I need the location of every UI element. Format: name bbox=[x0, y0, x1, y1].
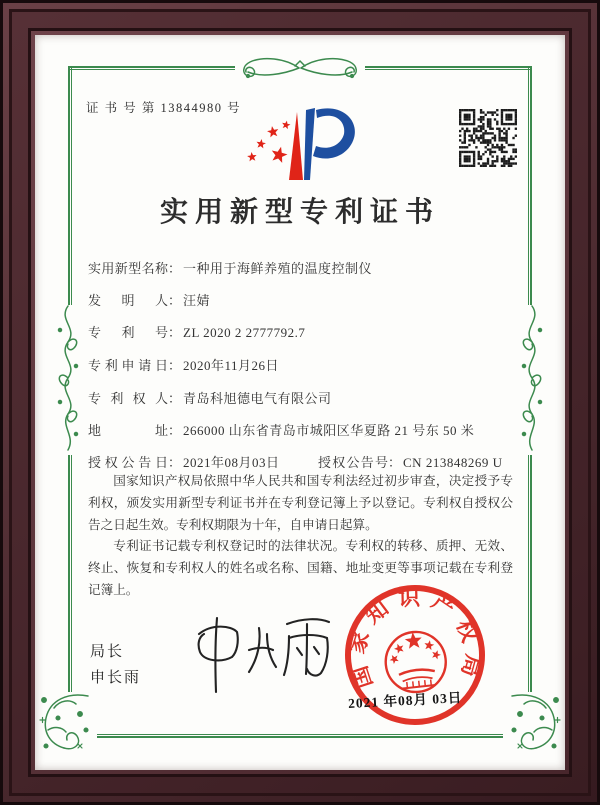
field-row-patentee: 专利权人： 青岛科旭德电气有限公司 bbox=[88, 388, 518, 407]
field-label: 授权公告号 bbox=[318, 455, 388, 470]
legal-paragraph-1: 国家知识产权局依照中华人民共和国专利法经过初步审查，决定授予专利权，颁发实用新型专利证书并在专利登记簿上予以登记。专利权自授权公告之日起生效。专利权期限为十年，自申请日起算。 bbox=[88, 474, 513, 532]
seal-national-emblem bbox=[383, 629, 449, 695]
field-value: 汪婧 bbox=[183, 293, 211, 308]
logo-star bbox=[267, 126, 278, 137]
logo-star bbox=[272, 147, 288, 163]
field-label: 专利申请日 bbox=[88, 358, 168, 373]
field-value: 一种用于海鲜养殖的温度控制仪 bbox=[183, 261, 373, 276]
field-row-patent-no: 专利号： ZL 2020 2 2777792.7 bbox=[88, 322, 518, 341]
field-row-grant: 授权公告日： 2021年08月03日 授权公告号： CN 213848269 U bbox=[88, 452, 518, 471]
logo-star bbox=[257, 139, 266, 148]
left-scroll-ornament bbox=[50, 302, 86, 454]
border-bottom-segment bbox=[97, 734, 503, 738]
field-label: 地址 bbox=[88, 423, 168, 438]
field-label: 专利权人 bbox=[88, 391, 168, 406]
grant-number-pair: 授权公告号： CN 213848269 U bbox=[318, 452, 502, 471]
certificate-title: 实用新型专利证书 bbox=[159, 197, 440, 228]
certificate-number: 证 书 号 第 13844980 号 bbox=[86, 101, 242, 115]
field-value: 2020年11月26日 bbox=[183, 358, 280, 373]
qr-code bbox=[459, 109, 517, 167]
field-label: 授权公告日 bbox=[88, 455, 168, 470]
signature-handwriting bbox=[183, 612, 333, 705]
border-right-lower-segment bbox=[528, 455, 532, 692]
border-left-lower-segment bbox=[68, 455, 72, 692]
border-left-upper-segment bbox=[68, 66, 72, 305]
cnipa-logo bbox=[240, 98, 370, 184]
logo-star bbox=[247, 152, 256, 161]
official-seal bbox=[330, 570, 499, 739]
right-scroll-ornament bbox=[514, 302, 550, 454]
field-label: 专利号 bbox=[88, 325, 168, 340]
logo-wedge bbox=[289, 112, 303, 180]
logo-p-stem bbox=[304, 108, 315, 180]
signer-name: 申长雨 bbox=[90, 670, 142, 686]
border-top-right-segment bbox=[365, 66, 532, 70]
field-row-inventor: 发明人： 汪婧 bbox=[88, 290, 518, 309]
logo-p-bowl bbox=[313, 108, 355, 158]
top-flourish-ornament bbox=[235, 53, 365, 83]
logo-star bbox=[282, 121, 290, 130]
field-value: 青岛科旭德电气有限公司 bbox=[183, 391, 332, 406]
field-row-address: 地址： 266000 山东省青岛市城阳区华夏路 21 号东 50 米 bbox=[88, 420, 518, 439]
field-value: 2021年08月03日 bbox=[183, 455, 280, 470]
legal-paragraph-2: 专利证书记载专利权登记时的法律状况。专利权的转移、质押、无效、终止、恢复和专利权人的姓名或名称、国籍、地址变更等事项记载在专利登记簿上。 bbox=[88, 539, 513, 597]
field-value: ZL 2020 2 2777792.7 bbox=[183, 325, 306, 340]
seal-text: 国家知识产权局 bbox=[343, 584, 487, 692]
field-value: CN 213848269 U bbox=[403, 455, 503, 470]
field-label: 实用新型名称 bbox=[88, 261, 168, 276]
border-top-left-segment bbox=[68, 66, 235, 70]
signer-title: 局长 bbox=[90, 644, 125, 660]
seal-date: 2021 年08月 03日 bbox=[347, 690, 463, 711]
bottom-left-floral-ornament bbox=[34, 686, 94, 758]
border-right-upper-segment bbox=[528, 66, 532, 305]
field-row-filing-date: 专利申请日： 2020年11月26日 bbox=[88, 355, 518, 374]
field-value: 266000 山东省青岛市城阳区华夏路 21 号东 50 米 bbox=[183, 423, 475, 438]
field-label: 发明人 bbox=[88, 293, 168, 308]
bottom-right-floral-ornament bbox=[506, 686, 566, 758]
field-row-name: 实用新型名称： 一种用于海鲜养殖的温度控制仪 bbox=[88, 258, 518, 277]
